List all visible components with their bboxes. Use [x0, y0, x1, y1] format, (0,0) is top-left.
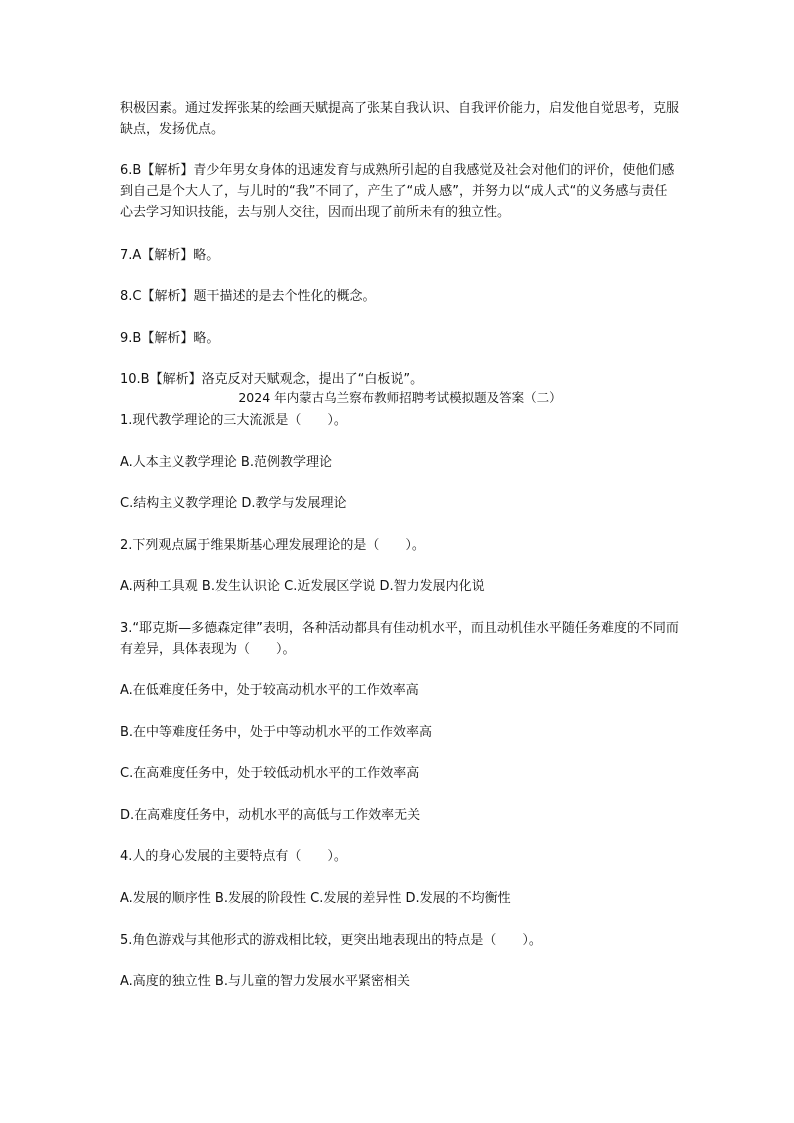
- question-3-stem: 3.“耶克斯—多德森定律”表明，各种活动都具有佳动机水平，而且动机佳水平随任务难度的不同而有差异，具体表现为（ ）。: [120, 621, 679, 657]
- question-3-option-d: D.在高难度任务中，动机水平的高低与工作效率无关: [120, 808, 421, 823]
- question-2-stem: 2.下列观点属于维果斯基心理发展理论的是（ ）。: [120, 538, 425, 553]
- question-3-option-b: B.在中等难度任务中，处于中等动机水平的工作效率高: [120, 725, 433, 740]
- question-2-options: A.两种工具观 B.发生认识论 C.近发展区学说 D.智力发展内化说: [120, 579, 485, 594]
- question-3-option-c: C.在高难度任务中，处于较低动机水平的工作效率高: [120, 766, 420, 781]
- question-1-option-line-1: A.人本主义教学理论 B.范例教学理论: [120, 455, 332, 470]
- answer-8: 8.C【解析】题干描述的是去个性化的概念。: [120, 289, 376, 304]
- intro-paragraph: 积极因素。通过发挥张某的绘画天赋提高了张某自我认识、自我评价能力，启发他自觉思考，克服缺点，发扬优点。: [120, 101, 680, 137]
- question-1-stem: 1.现代教学理论的三大流派是（ ）。: [120, 413, 347, 428]
- answer-10: 10.B【解析】洛克反对天赋观念，提出了“白板说”。: [120, 372, 424, 387]
- question-5-stem: 5.角色游戏与其他形式的游戏相比较，更突出地表现出的特点是（ ）。: [120, 933, 542, 948]
- question-5-options: A.高度的独立性 B.与儿童的智力发展水平紧密相关: [120, 974, 410, 989]
- section-title: 2024 年内蒙古乌兰察布教师招聘考试模拟题及答案（二）: [238, 390, 562, 405]
- question-4-options: A.发展的顺序性 B.发展的阶段性 C.发展的差异性 D.发展的不均衡性: [120, 891, 511, 906]
- question-3-option-a: A.在低难度任务中，处于较高动机水平的工作效率高: [120, 683, 419, 698]
- answer-7: 7.A【解析】略。: [120, 248, 220, 263]
- question-4-stem: 4.人的身心发展的主要特点有（ ）。: [120, 849, 347, 864]
- answer-6: 6.B【解析】青少年男女身体的迅速发育与成熟所引起的自我感觉及社会对他们的评价，使他们感到自己是个大人了，与儿时的“我”不同了，产生了“成人感”，并努力以“成人式“的义务感与责任心去学习知识技能，去与别人交往，因而出现了前所未有的独立性。: [120, 163, 675, 220]
- question-1-option-line-2: C.结构主义教学理论 D.教学与发展理论: [120, 496, 347, 511]
- answer-9: 9.B【解析】略。: [120, 331, 220, 346]
